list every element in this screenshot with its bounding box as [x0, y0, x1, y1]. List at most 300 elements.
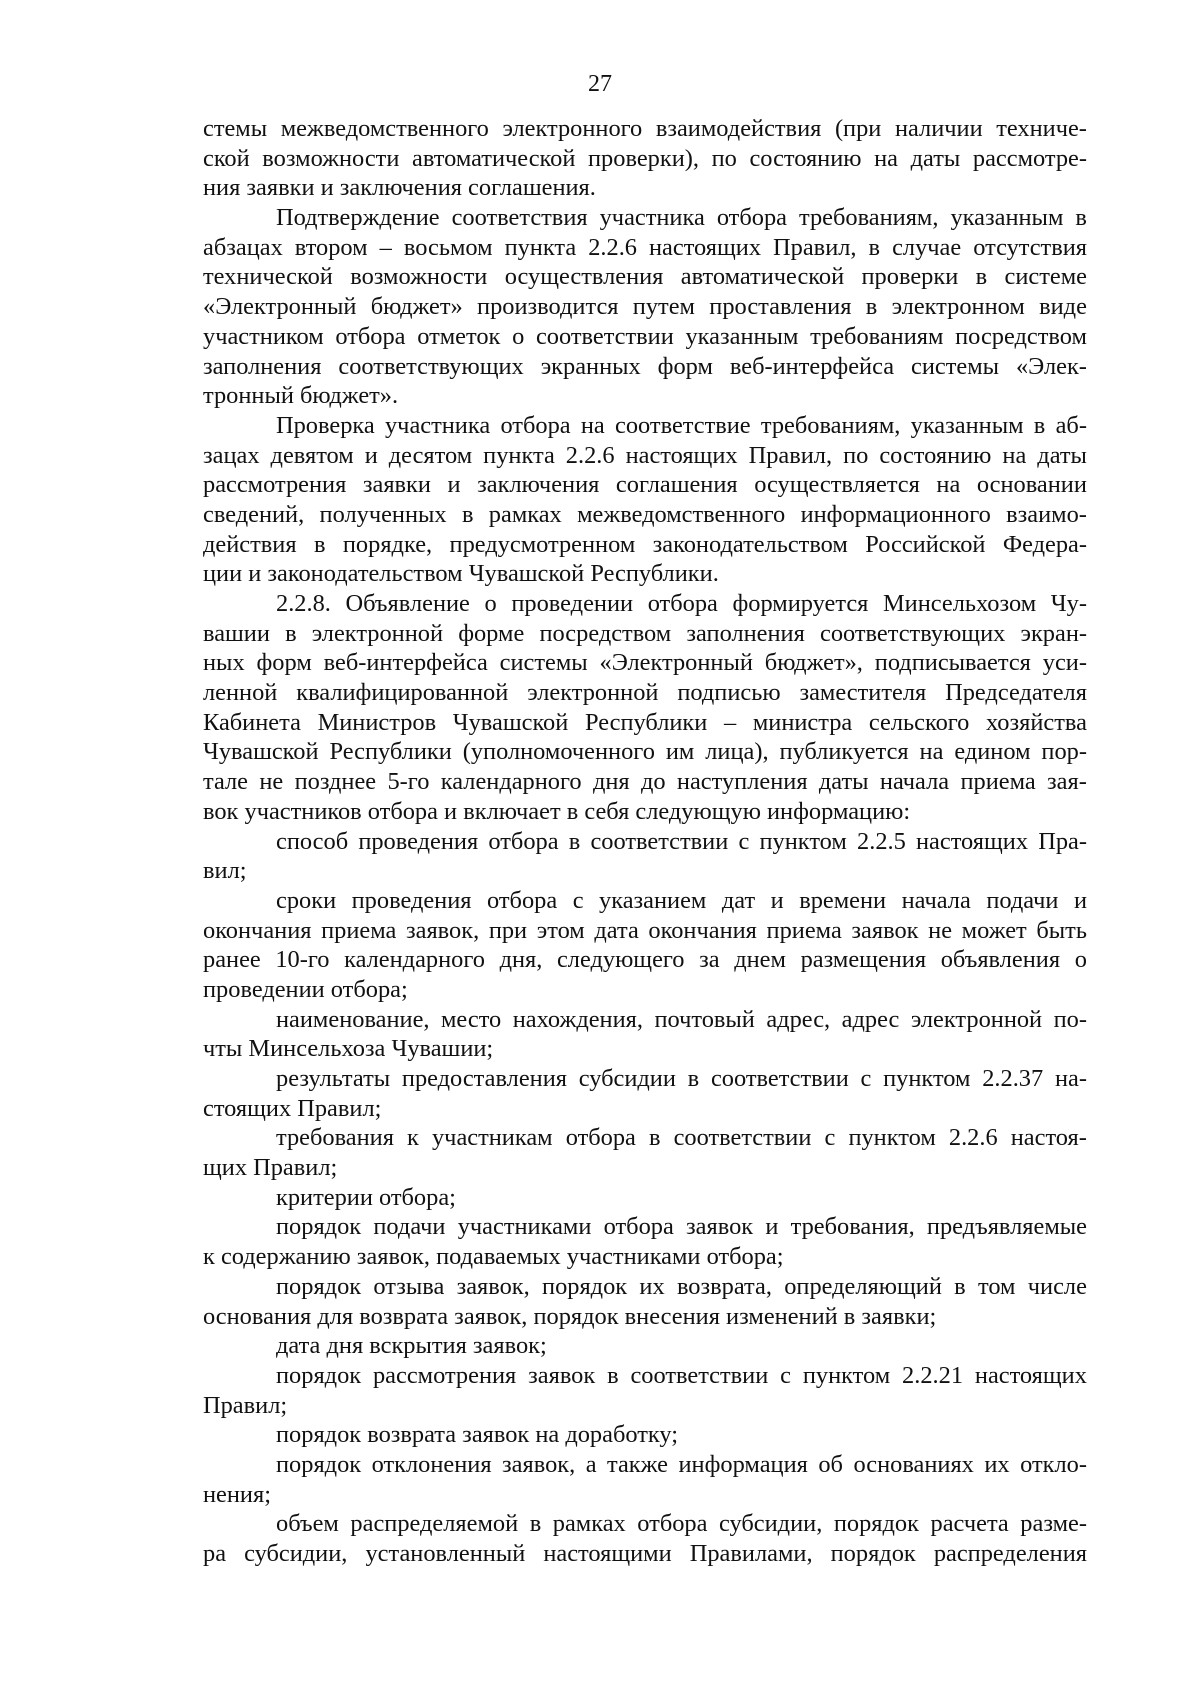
word: отбора [488, 827, 559, 855]
text-line [203, 945, 1087, 975]
word: и [447, 471, 461, 499]
word: порядок [276, 1213, 362, 1241]
word: уси- [1042, 649, 1087, 677]
word: формируется [732, 590, 869, 617]
word: электронном [891, 293, 1025, 321]
word: на [580, 411, 605, 439]
word: осуществления [504, 263, 664, 291]
word: вашии [203, 619, 270, 647]
word: рамках [488, 500, 562, 528]
word: заместителя [799, 679, 927, 707]
word: отбора [637, 1510, 708, 1538]
word: в [865, 293, 878, 321]
word: состоянию [879, 441, 992, 469]
word: подачи [986, 886, 1059, 914]
text-line: вил; [203, 857, 247, 885]
word: не [259, 768, 284, 796]
word: возможности [350, 263, 488, 291]
word: ской [203, 144, 250, 172]
word: технической [203, 263, 333, 291]
word: соответствующих [338, 352, 524, 380]
word: даты [1037, 441, 1087, 469]
word: пунктом [848, 1124, 936, 1152]
word: календарного [344, 946, 485, 974]
word: межведомственного [280, 115, 489, 142]
word: подписью [677, 679, 781, 707]
word: наименование, [276, 1005, 430, 1033]
text-line [203, 441, 1087, 471]
word: порядок [830, 1540, 916, 1567]
word: бюджет», [764, 649, 863, 677]
word: дат [721, 886, 756, 914]
word: настоящих [625, 441, 738, 469]
text-line [203, 827, 1087, 857]
word: пунктом [802, 1361, 891, 1389]
word: Чувашской [203, 738, 319, 766]
word: системы [911, 352, 1000, 380]
word: посредством [955, 322, 1087, 350]
word: днем [734, 946, 786, 974]
word: дня [592, 768, 630, 796]
word: подачи [373, 1213, 446, 1241]
word: заполнения [686, 619, 805, 647]
word: на [919, 738, 944, 766]
word: лица), [705, 738, 769, 766]
word: в [568, 827, 581, 855]
word: экран- [1020, 619, 1087, 647]
word: отметок [417, 322, 501, 350]
word: 2.2.6 [588, 233, 637, 261]
word: субсидии, [244, 1540, 348, 1567]
word: отклонения [371, 1450, 492, 1478]
word: полученных [319, 500, 447, 528]
word: электронной [910, 1005, 1043, 1033]
word: проверки), [588, 144, 699, 172]
word: взаимо- [1006, 500, 1087, 528]
word: хозяйства [986, 708, 1087, 736]
word: настоящих [974, 1361, 1087, 1389]
word: числе [1027, 1272, 1087, 1300]
word: порядок [276, 1450, 362, 1478]
word: втором [294, 233, 368, 261]
word: публикуется [779, 738, 909, 766]
word: в [868, 233, 881, 261]
text-line: чты Минсельхоза Чувашии; [203, 1035, 494, 1063]
word: производится [477, 293, 619, 321]
word: с [738, 827, 750, 855]
word: заключения [477, 471, 600, 499]
word: участника [599, 204, 705, 232]
word: рассмотрения [203, 471, 347, 499]
word: осуществляется [754, 471, 920, 499]
word: начала [901, 886, 971, 914]
word: заявок, [456, 1272, 530, 1300]
word: информация [678, 1450, 808, 1478]
word: посредством [539, 619, 672, 647]
word: предъявляемые [926, 1213, 1087, 1241]
word: участникам [431, 1124, 553, 1152]
word: также [607, 1450, 669, 1478]
text-line [203, 619, 1087, 649]
word: с [572, 886, 584, 914]
word: соответствия [451, 204, 588, 232]
word: отбора [500, 411, 571, 439]
text-line [203, 203, 1087, 233]
word: соответствующих [820, 619, 1006, 647]
word: позднее [294, 768, 377, 796]
word: нахождения, [512, 1005, 643, 1033]
word: требованиям [810, 322, 944, 350]
word: в [529, 1510, 542, 1538]
word: отбора [565, 1124, 636, 1152]
word: а [585, 1450, 597, 1478]
word: место [441, 1005, 502, 1033]
word: порядке, [342, 530, 433, 558]
text-line [203, 886, 1087, 916]
word: приема [766, 916, 842, 944]
word: «Электронный [203, 293, 357, 321]
word: форм [256, 649, 312, 677]
word: ленной [203, 679, 278, 707]
word: рассмотре- [972, 144, 1087, 172]
word: проведения [358, 827, 479, 855]
word: субсидии, [719, 1510, 823, 1538]
word: их [639, 1272, 665, 1300]
word: и [364, 441, 378, 469]
word: законодательством [652, 530, 848, 558]
word: системы [499, 649, 588, 677]
text-line [203, 500, 1087, 530]
word: Объявление [345, 590, 470, 617]
word: форме [458, 619, 525, 647]
word: путем [632, 293, 695, 321]
word: способ [276, 827, 349, 855]
text-line: к содержанию заявок, подаваемых участниками отбора; [203, 1243, 784, 1271]
text-line [203, 530, 1087, 560]
word: за [699, 946, 720, 974]
text-line: вок участников отбора и включает в себя следующую информацию: [203, 797, 911, 825]
text-line [203, 144, 1087, 174]
word: окончания [203, 916, 312, 944]
text-line: порядок возврата заявок на доработку; [276, 1421, 679, 1449]
word: с [780, 1361, 791, 1389]
word: заявки [362, 471, 431, 499]
text-line: ния заявки и заключения соглашения. [203, 174, 596, 202]
word: откло- [1020, 1450, 1087, 1478]
word: приема [960, 768, 1036, 796]
word: может [961, 916, 1027, 944]
word: 2.2.21 [902, 1361, 964, 1389]
word: в [313, 530, 326, 558]
word: 2.2.5 [857, 827, 906, 855]
word: в [648, 1124, 661, 1152]
word: 2.2.37 [982, 1065, 1044, 1092]
word: порядок [276, 1361, 362, 1389]
word: Правил, [748, 441, 833, 469]
word: по [843, 441, 869, 469]
word: виде [1039, 293, 1087, 321]
word: 10-го [275, 946, 330, 974]
word: Чу- [1050, 590, 1087, 617]
word: адрес [841, 1005, 900, 1033]
word: соответствии [710, 1065, 849, 1092]
word: электронной [527, 679, 659, 707]
text-line [203, 292, 1087, 322]
word: подписывается [874, 649, 1031, 677]
word: порядок [833, 1510, 919, 1538]
word: пунктом [883, 1065, 971, 1092]
word: восьмом [403, 233, 493, 261]
text-line: стоящих Правил; [203, 1094, 382, 1122]
word: «Элек- [1015, 352, 1087, 380]
word: проставления [709, 293, 852, 321]
word: техниче- [996, 115, 1087, 142]
word: на [936, 471, 961, 499]
word: Проверка [276, 411, 375, 439]
word: в [1033, 411, 1046, 439]
word: электронной [311, 619, 444, 647]
word: следующего [556, 946, 685, 974]
word: том [977, 1272, 1016, 1300]
word: указанным [950, 204, 1064, 232]
word: ра [203, 1540, 227, 1567]
word: отбора [603, 1213, 674, 1241]
word: состоянию [749, 144, 862, 172]
word: заявок, [406, 916, 480, 944]
word: – [723, 708, 737, 736]
word: веб-интерфейса [729, 352, 895, 380]
word: этом [536, 916, 585, 944]
word: отбора [716, 204, 787, 232]
text-line [203, 322, 1087, 352]
word: участника [384, 411, 491, 439]
word: сведений, [203, 500, 305, 528]
text-line [203, 411, 1087, 441]
document-body [203, 114, 1087, 1569]
word: (при [834, 115, 882, 142]
text-line: нения; [203, 1480, 271, 1508]
word: об [818, 1450, 843, 1478]
word: указанием [599, 886, 707, 914]
word: соответствии [630, 1361, 769, 1389]
word: объявления [940, 946, 1061, 974]
word: рассмотрения [372, 1361, 517, 1389]
word: электронного [502, 115, 643, 142]
word: Министров [317, 708, 437, 736]
word: объем [276, 1510, 339, 1538]
text-line: тронный бюджет». [203, 382, 399, 410]
word: о [1074, 946, 1087, 974]
word: с [824, 1124, 836, 1152]
word: субсидии [578, 1065, 676, 1092]
text-line [203, 678, 1087, 708]
word: пункта [504, 233, 577, 261]
word: их [984, 1450, 1010, 1478]
word: стемы [203, 115, 268, 142]
word: участниками [457, 1213, 592, 1241]
word: десятом [388, 441, 473, 469]
word: размещения [800, 946, 927, 974]
word: заявок [686, 1213, 754, 1241]
word: настоящих [916, 827, 1029, 855]
word: аб- [1055, 411, 1087, 439]
word: 2.2.6 [948, 1124, 998, 1152]
word: Подтверждение [276, 204, 440, 232]
word: соответствии [673, 1124, 812, 1152]
text-line [203, 589, 1087, 619]
word: Республики [329, 738, 452, 766]
word: Председателя [945, 679, 1087, 707]
word: ных [203, 649, 245, 677]
word: адрес, [766, 1005, 831, 1033]
word: требованиям, [760, 411, 901, 439]
word: дня, [499, 946, 543, 974]
text-line [203, 262, 1087, 292]
word: участником [203, 322, 324, 350]
text-line [203, 1539, 1087, 1569]
word: указанным [685, 322, 799, 350]
word: на- [1054, 1065, 1087, 1092]
word: экранных [540, 352, 641, 380]
word: по- [1053, 1005, 1087, 1033]
word: Российской [865, 530, 986, 558]
word: взаимодействия [655, 115, 822, 142]
word: в [607, 1361, 619, 1389]
word: порядок [276, 1272, 362, 1300]
word: случае [892, 233, 962, 261]
word: Правил, [773, 233, 857, 261]
text-line [203, 708, 1087, 738]
word: предоставления [401, 1065, 567, 1092]
word: информационного [800, 500, 991, 528]
word: результаты [276, 1065, 391, 1092]
word: министра [752, 708, 853, 736]
text-line [203, 1272, 1087, 1302]
word: проверки [861, 263, 959, 291]
word: заявок, [502, 1450, 576, 1478]
word: (уполномоченного [462, 738, 655, 766]
word: Минсельхозом [883, 590, 1037, 617]
word: системе [1004, 263, 1087, 291]
word: с [860, 1065, 872, 1092]
word: к [407, 1124, 419, 1152]
word: не [928, 916, 953, 944]
text-line [203, 1005, 1087, 1035]
word: едином [954, 738, 1031, 766]
word: соответствие [615, 411, 751, 439]
word: основаниях [853, 1450, 974, 1478]
word: определяющий [784, 1272, 942, 1300]
word: в [954, 1272, 966, 1300]
word: возможности [262, 144, 400, 172]
text-line [203, 916, 1087, 946]
text-line [203, 1123, 1087, 1153]
word: требованиям, [799, 204, 939, 232]
word: на [1002, 441, 1027, 469]
word: в [285, 619, 297, 647]
word: зая- [1047, 768, 1087, 796]
word: автоматической [680, 263, 845, 291]
page-number: 27 [588, 71, 612, 97]
text-line [203, 1361, 1087, 1391]
word: и [770, 886, 784, 914]
word: Кабинета [203, 708, 301, 736]
text-line [203, 470, 1087, 500]
word: наличии [894, 115, 983, 142]
word: заполнения [203, 352, 322, 380]
word: квалифицированной [296, 679, 509, 707]
word: о [484, 590, 497, 617]
word: основании [976, 471, 1087, 499]
word: предусмотренном [449, 530, 636, 558]
word: при [488, 916, 528, 944]
word: Пра- [1038, 827, 1087, 855]
word: отбора [335, 322, 406, 350]
word: им [665, 738, 695, 766]
word: разме- [1020, 1510, 1087, 1538]
word: приема [321, 916, 397, 944]
text-line: дата дня вскрытия заявок; [276, 1332, 547, 1360]
word: абзацах [203, 233, 283, 261]
word: 2.2.6 [565, 441, 615, 469]
word: проведении [511, 590, 634, 617]
text-line: ции и законодательством Чувашской Республики. [203, 560, 719, 588]
text-line [203, 1212, 1087, 1242]
word: рамках [552, 1510, 626, 1538]
word: заявок [528, 1361, 596, 1389]
word: расчета [930, 1510, 1009, 1538]
word: в [1075, 204, 1087, 232]
word: заявок [851, 916, 919, 944]
word: ранее [203, 946, 261, 974]
word: времени [799, 886, 887, 914]
word: проведения [351, 886, 472, 914]
text-line [203, 1509, 1087, 1539]
word: сельского [868, 708, 970, 736]
word: пунктом [759, 827, 847, 855]
text-line [203, 233, 1087, 263]
word: в [975, 263, 988, 291]
text-line [203, 114, 1087, 144]
text-line [203, 648, 1087, 678]
text-line [203, 767, 1087, 797]
word: указанным [910, 411, 1024, 439]
word: отсутствия [973, 233, 1087, 261]
word: соответствии [590, 827, 729, 855]
word: Республики [584, 708, 708, 736]
word: – [379, 233, 392, 261]
word: начала [879, 768, 950, 796]
word: зацах [203, 441, 260, 469]
word: наступления [676, 768, 808, 796]
word: установленный [365, 1540, 526, 1567]
word: даты [818, 768, 869, 796]
text-line: критерии отбора; [276, 1183, 456, 1211]
text-line: проведении отбора; [203, 975, 408, 1003]
word: даты [910, 144, 961, 172]
word: распределяемой [350, 1510, 519, 1538]
word: Чувашской [452, 708, 569, 736]
word: отзыва [373, 1272, 445, 1300]
word: тале [203, 768, 248, 796]
word: пункта [483, 441, 555, 469]
text-line: основания для возврата заявок, порядок внесения изменений в заявки; [203, 1302, 937, 1330]
word: отбора [487, 886, 558, 914]
word: требования [276, 1124, 394, 1152]
word: в [461, 500, 474, 528]
word: дата [594, 916, 639, 944]
word: пор- [1041, 738, 1087, 766]
